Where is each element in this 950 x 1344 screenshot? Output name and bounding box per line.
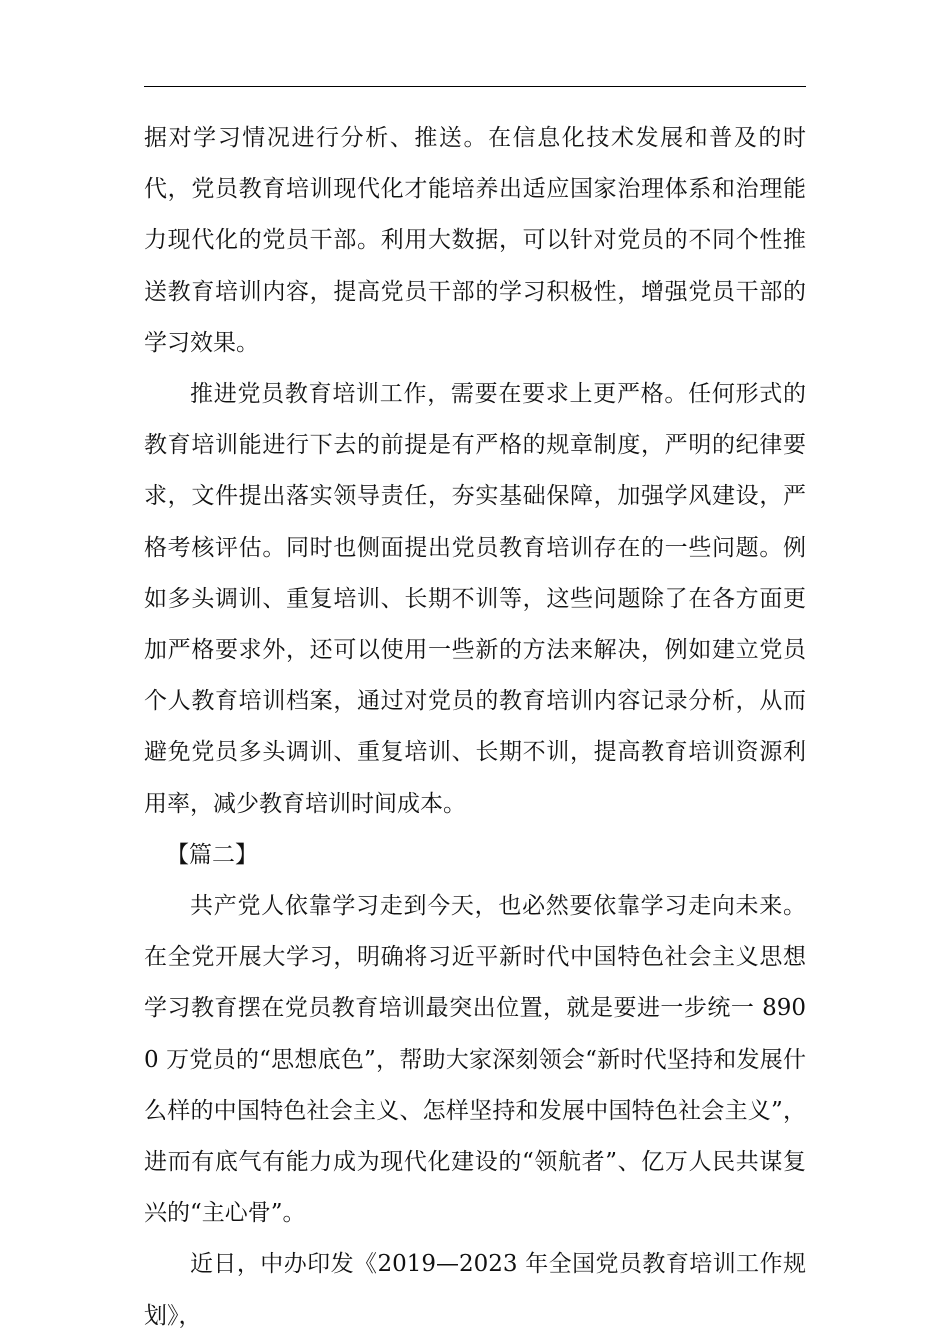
paragraph-2: 推进党员教育培训工作，需要在要求上更严格。任何形式的教育培训能进行下去的前提是有严格的规章制度，严明的纪律要求，文件提出落实领导责任，夯实基础保障，加强学风建设，严格考核评估。同时也侧面提出党员教育培训存在的一些问题。例如多头调训、重复培训、长期不训等，这些问题除了在各方面更加严格要求外，还可以使用一些新的方法来解决，例如建立党员个人教育培训档案，通过对党员的教育培训内容记录分析，从而避免党员多头调训、重复培训、长期不训，提高教育培训资源利用率，减少教育培训时间成本。 (144, 381, 806, 817)
paragraph-1: 据对学习情况进行分析、推送。在信息化技术发展和普及的时代，党员教育培训现代化才能培养出适应国家治理体系和治理能力现代化的党员干部。利用大数据，可以针对党员的不同个性推送教育培训内容，提高党员干部的学习积极性，增强党员干部的学习效果。 (144, 125, 806, 356)
section-heading: 【篇二】 (166, 841, 258, 868)
paragraph-3: 共产党人依靠学习走到今天，也必然要依靠学习走向未来。在全党开展大学习，明确将习近平新时代中国特色社会主义思想学习教育摆在党员教育培训最突出位置，就是要进一步统一 8900 万党员的“思想底色”，帮助大家深刻领会“新时代坚持和发展什么样的中国特色社会主义、怎样坚持和发展中国特色社会主义”，进而有底气有能力成为现代化建设的“领航者”、亿万人民共谋复兴的“主心骨”。 (144, 893, 806, 1227)
document-body (144, 113, 806, 1342)
paragraph-4: 近日，中办印发《2019—2023 年全国党员教育培训工作规划》， (144, 1251, 806, 1329)
header-rule (144, 86, 806, 87)
